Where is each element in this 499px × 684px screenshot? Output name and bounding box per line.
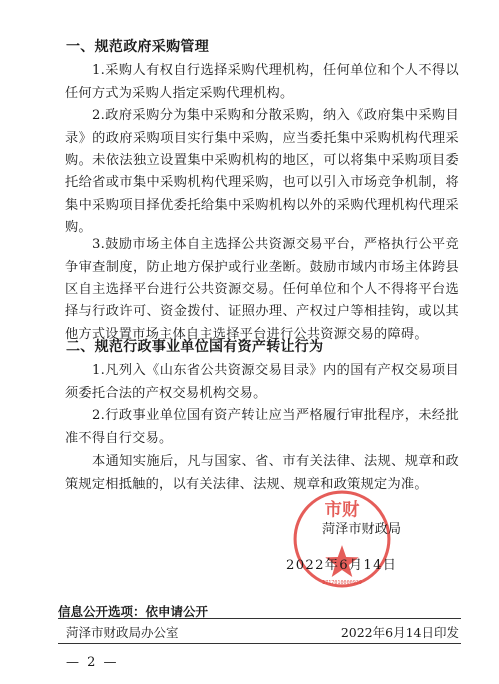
seal-number: 3717010000939	[322, 579, 362, 586]
paragraph-1-2: 2.政府采购分为集中采购和分散采购，纳入《政府集中采购目录》的政府采购项目实行集中采购，应当委托集中采购机构代理采购。未依法独立设置集中采购机构的地区，可以将集中采购项目委托给省或市集中采购机构代理采购，也可以引入市场竞争机制，将集中采购项目择优委托给集中采购机构以外的采购代理机构代理采购。	[65, 108, 459, 236]
page-number: — 2 —	[66, 655, 119, 670]
print-date: 2022年6月14日印发	[340, 625, 459, 640]
paragraph-1-3: 3.鼓励市场主体自主选择公共资源交易平台，严格执行公平竞争审查制度，防止地方保护或行业垄断。鼓励市域内市场主体跨县区自主选择平台进行公共资源交易。任何单位和个人不得将平台选择与行政许可、资金拨付、证照办理、产权过户等相挂钩，或以其他方式设置市场主体自主选择平台进行公共资源交易的障碍。	[65, 237, 459, 342]
closing-paragraph: 本通知实施后，凡与国家、省、市有关法律、法规、规章和政策规定相抵触的，以有关法律、法规、规章和政策规定为准。	[65, 454, 459, 492]
paragraph-2-1: 1.凡列入《山东省公共资源交易目录》内的国有产权交易项目须委托合法的产权交易机构交易。	[65, 363, 459, 401]
footer-rule-bottom	[58, 643, 461, 644]
paragraph-1-1: 1.采购人有权自行选择采购代理机构，任何单位和个人不得以任何方式为采购人指定采购代理机构。	[65, 63, 459, 101]
footer-rule-top	[58, 618, 461, 619]
signature-date: 2022年6月14日	[286, 558, 398, 573]
seal-text: 市财	[324, 500, 360, 521]
paragraph-2-2: 2.行政事业单位国有资产转让应当严格履行审批程序，未经批准不得自行交易。	[65, 408, 459, 446]
disclosure-option: 信息公开选项：依申请公开	[58, 604, 209, 619]
signature-issuer: 菏泽市财政局	[322, 522, 402, 537]
section-heading-1: 一、规范政府采购管理	[66, 39, 209, 55]
section-heading-2: 二、规范行政事业单位国有资产转让行为	[66, 339, 324, 355]
issuing-office: 菏泽市财政局办公室	[66, 625, 179, 640]
